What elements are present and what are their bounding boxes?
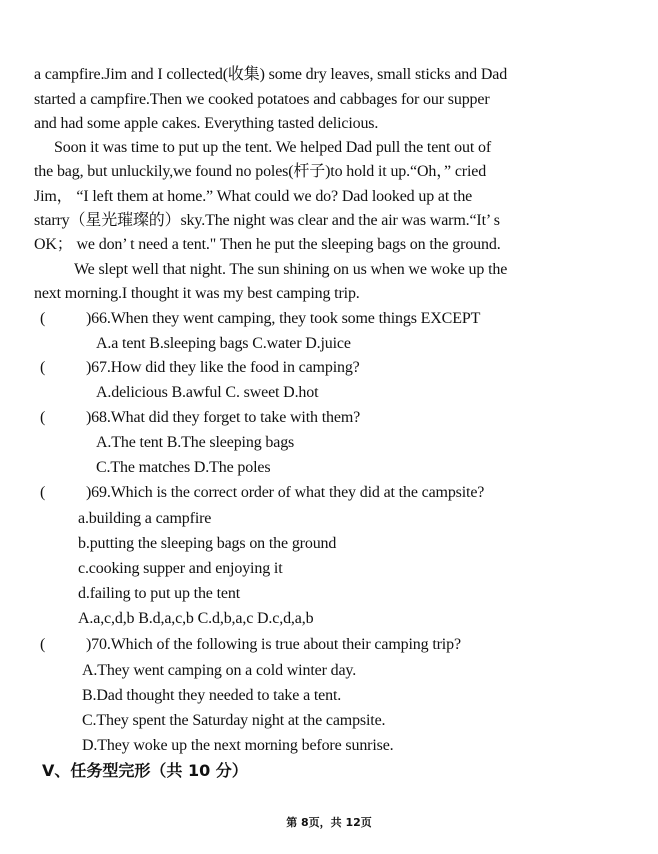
event-item: d.failing to put up the tent — [78, 585, 240, 602]
question-69 — [40, 482, 484, 504]
question-stem: )68.What did they forget to take with them? — [86, 409, 361, 426]
question-stem: )67.How did they like the food in camping? — [86, 359, 360, 376]
passage-line: OK； we don’ t need a tent." Then he put the sleeping bags on the ground. — [34, 236, 501, 253]
answer-bracket[interactable]: ( — [40, 636, 46, 653]
question-stem: )66.When they went camping, they took some things EXCEPT — [86, 310, 481, 327]
passage-line: the bag, but unluckily,we found no poles(杆子)to hold it up.“Oh，” cried — [34, 163, 487, 180]
question-70 — [40, 634, 461, 656]
question-66-options: A.a tent B.sleeping bags C.water D.juice — [96, 335, 351, 352]
question-69-options: A.a,c,d,b B.d,a,c,b C.d,b,a,c D.c,d,a,b — [78, 610, 314, 627]
passage-line: Jim， “I left them at home.” What could we do? Dad looked up at the — [34, 188, 473, 205]
question-67 — [40, 357, 360, 379]
passage-line: next morning.I thought it was my best camping trip. — [34, 285, 360, 302]
question-70-option: A.They went camping on a cold winter day. — [82, 662, 357, 679]
event-item: a.building a campfire — [78, 510, 212, 527]
answer-bracket[interactable]: ( — [40, 484, 46, 501]
question-67-options: A.delicious B.awful C. sweet D.hot — [96, 384, 319, 401]
question-stem: )70.Which of the following is true about their camping trip? — [86, 636, 461, 653]
question-68-options: C.The matches D.The poles — [96, 459, 271, 476]
question-70-option: B.Dad thought they needed to take a tent. — [82, 687, 342, 704]
question-70-option: D.They woke up the next morning before sunrise. — [82, 737, 394, 754]
event-item: c.cooking supper and enjoying it — [78, 560, 283, 577]
answer-bracket[interactable]: ( — [40, 409, 46, 426]
answer-bracket[interactable]: ( — [40, 359, 46, 376]
page-number: 第 8页，共 12页 — [286, 816, 372, 829]
passage-line: starry（星光璀璨的）sky.The night was clear and the air was warm.“It’ s — [34, 212, 500, 229]
passage-line: We slept well that night. The sun shining on us when we woke up the — [74, 261, 508, 278]
passage-line: and had some apple cakes. Everything tasted delicious. — [34, 115, 379, 132]
question-stem: )69.Which is the correct order of what they did at the campsite? — [86, 484, 485, 501]
question-68 — [40, 407, 360, 429]
passage-line: Soon it was time to put up the tent. We helped Dad pull the tent out of — [54, 139, 492, 156]
question-66 — [40, 308, 480, 330]
question-68-options: A.The tent B.The sleeping bags — [96, 434, 295, 451]
section-heading: V、任务型完形（共 10 分） — [42, 761, 248, 780]
question-70-option: C.They spent the Saturday night at the campsite. — [82, 712, 386, 729]
passage-line: a campfire.Jim and I collected(收集) some dry leaves, small sticks and Dad — [34, 66, 508, 83]
passage-line: started a campfire.Then we cooked potatoes and cabbages for our supper — [34, 91, 490, 108]
answer-bracket[interactable]: ( — [40, 310, 46, 327]
event-item: b.putting the sleeping bags on the ground — [78, 535, 337, 552]
